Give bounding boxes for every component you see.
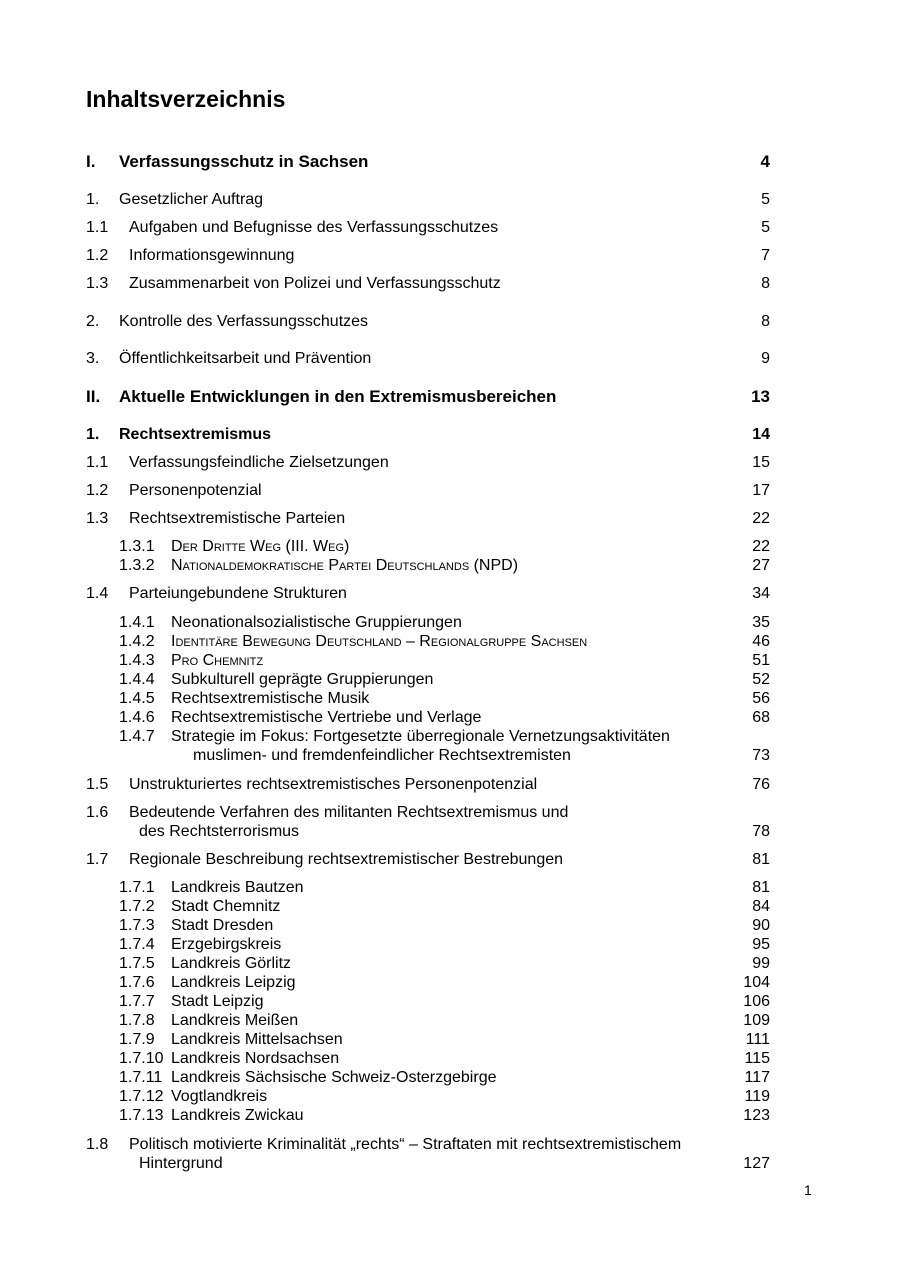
toc-number: 1.7.7 (119, 993, 155, 1010)
toc-number: 1.7.12 (119, 1088, 164, 1105)
toc-number: 1.4.4 (119, 671, 155, 688)
toc-title: Vogtlandkreis (171, 1088, 268, 1105)
toc-page: 123 (743, 1107, 770, 1124)
toc-page: 81 (752, 879, 770, 896)
toc-page: 127 (743, 1155, 770, 1172)
toc-page: 5 (761, 219, 770, 236)
toc-number: 1.7.11 (119, 1069, 163, 1086)
toc-page: 52 (752, 671, 770, 688)
toc-title: Rechtsextremistische Parteien (129, 510, 346, 527)
toc-number: 1.7 (86, 851, 109, 868)
toc-page: 5 (761, 191, 770, 208)
toc-page: 78 (752, 823, 770, 840)
toc-title: Landkreis Bautzen (171, 879, 304, 896)
toc-page: 99 (752, 955, 770, 972)
toc-page: 81 (752, 851, 770, 868)
toc-page: 111 (745, 1031, 770, 1048)
toc-page: 35 (752, 614, 770, 631)
toc-title: Strategie im Fokus: Fortgesetzte überregionale Vernetzungsaktivitäten (171, 728, 670, 745)
toc-title: Regionale Beschreibung rechtsextremistischer Bestrebungen (129, 851, 564, 868)
toc-title: Parteiungebundene Strukturen (129, 585, 347, 602)
toc-page: 95 (752, 936, 770, 953)
toc-title-continued: des Rechtsterrorismus (139, 823, 300, 840)
toc-title: Rechtsextremistische Musik (171, 690, 370, 707)
toc-title: Rechtsextremistische Vertriebe und Verlage (171, 709, 482, 726)
toc-title: Stadt Dresden (171, 917, 274, 934)
toc-page: 22 (752, 538, 770, 555)
toc-subentry[interactable] (86, 727, 770, 765)
toc-title: Politisch motivierte Kriminalität „rechts“ – Straftaten mit rechtsextremistischem (129, 1136, 682, 1153)
toc-title: Aufgaben und Befugnisse des Verfassungsschutzes (129, 219, 499, 236)
toc-page: 17 (752, 482, 770, 499)
toc-number: 1.7.8 (119, 1012, 155, 1029)
toc-title: Zusammenarbeit von Polizei und Verfassungsschutz (129, 275, 501, 292)
toc-title: Landkreis Meißen (171, 1012, 299, 1029)
toc-page: 84 (752, 898, 770, 915)
toc-page: 4 (760, 152, 770, 171)
toc-number: 1.4.3 (119, 652, 155, 669)
toc-number: 1.7.10 (119, 1050, 164, 1067)
page-number: 1 (804, 1182, 812, 1198)
toc-page: 76 (752, 776, 770, 793)
page-title: Inhaltsverzeichnis (86, 86, 286, 112)
toc-number: 1.2 (86, 247, 109, 264)
toc-number: 1.8 (86, 1136, 109, 1153)
toc-title: Landkreis Mittelsachsen (171, 1031, 343, 1048)
toc-title: Informationsgewinnung (129, 247, 295, 264)
toc-number: 1.7.3 (119, 917, 155, 934)
toc-title: Subkulturell geprägte Gruppierungen (171, 671, 434, 688)
toc-page: 7 (761, 247, 770, 264)
toc-number: 1.4.2 (119, 633, 155, 650)
toc-page: 8 (761, 313, 770, 330)
toc-page: 22 (752, 510, 770, 527)
toc-page: 13 (751, 387, 770, 406)
toc-page: 119 (744, 1088, 770, 1105)
toc-page: 15 (752, 454, 770, 471)
toc-title: Landkreis Zwickau (171, 1107, 304, 1124)
toc-title: Landkreis Leipzig (171, 974, 296, 991)
toc-title: Nationaldemokratische Partei Deutschlands (NPD) (171, 557, 519, 574)
toc-title: Bedeutende Verfahren des militanten Rechtsextremismus und (129, 804, 569, 821)
toc-title: Aktuelle Entwicklungen in den Extremismusbereichen (119, 387, 557, 406)
toc-title: Personenpotenzial (129, 482, 262, 499)
toc-title: Pro Chemnitz (171, 652, 264, 669)
toc-page: 8 (761, 275, 770, 292)
toc-title: Identitäre Bewegung Deutschland – Regionalgruppe Sachsen (171, 633, 588, 650)
toc-title: Öffentlichkeitsarbeit und Prävention (119, 350, 372, 367)
toc-title: Stadt Leipzig (171, 993, 264, 1010)
toc-number: 1.6 (86, 804, 109, 821)
toc-number: 1.7.13 (119, 1107, 164, 1124)
toc-page: 106 (743, 993, 770, 1010)
toc-entry[interactable] (86, 1135, 770, 1173)
toc-entry[interactable] (86, 803, 770, 841)
toc-number: 1.7.9 (119, 1031, 155, 1048)
toc-number: 1. (86, 191, 100, 208)
toc-page: 68 (752, 709, 770, 726)
toc-number: 1.4.7 (119, 728, 155, 745)
toc-number: 1.3 (86, 510, 109, 527)
toc-number: 1.7.2 (119, 898, 155, 915)
toc-page: 9 (761, 350, 770, 367)
toc-number: 1.4.5 (119, 690, 155, 707)
toc-title-continued: Hintergrund (139, 1155, 223, 1172)
toc-number: 1.7.6 (119, 974, 155, 991)
toc-number: 2. (86, 313, 100, 330)
toc-page: 51 (752, 652, 770, 669)
toc-page: 90 (752, 917, 770, 934)
toc-number: 1.4.1 (119, 614, 155, 631)
toc-number: I. (86, 152, 96, 171)
toc-title: Gesetzlicher Auftrag (119, 191, 264, 208)
toc-number: 1.7.5 (119, 955, 155, 972)
toc-page: 34 (752, 585, 770, 602)
toc-number: 1.2 (86, 482, 109, 499)
toc-number: 1.3.1 (119, 538, 155, 555)
toc-page: 27 (752, 557, 770, 574)
toc-number: 1.1 (86, 454, 109, 471)
toc-title: Verfassungsfeindliche Zielsetzungen (129, 454, 389, 471)
toc-page: 104 (743, 974, 770, 991)
toc-number: 1.3.2 (119, 557, 155, 574)
toc-number: 1.5 (86, 776, 109, 793)
toc-page: 73 (752, 747, 770, 764)
toc-title: Rechtsextremismus (119, 426, 272, 443)
toc-title: Landkreis Görlitz (171, 955, 292, 972)
toc-title-continued: muslimen- und fremdenfeindlicher Rechtsextremisten (193, 747, 571, 764)
toc-number: 1.7.1 (119, 879, 155, 896)
toc-number: 1. (86, 426, 100, 443)
toc-title: Kontrolle des Verfassungsschutzes (119, 313, 369, 330)
toc-title: Der Dritte Weg (III. Weg) (171, 538, 350, 555)
toc-title: Neonationalsozialistische Gruppierungen (171, 614, 462, 631)
toc-page: 14 (752, 426, 770, 443)
toc-number: II. (86, 387, 101, 406)
toc-number: 1.7.4 (119, 936, 155, 953)
toc-number: 1.4.6 (119, 709, 155, 726)
toc-page: 56 (752, 690, 770, 707)
toc-title: Landkreis Nordsachsen (171, 1050, 340, 1067)
toc-title: Stadt Chemnitz (171, 898, 281, 915)
toc-page: 109 (743, 1012, 770, 1029)
toc-page: 117 (744, 1069, 770, 1086)
toc-page: 46 (752, 633, 770, 650)
toc-number: 1.4 (86, 585, 109, 602)
toc-number: 1.1 (86, 219, 109, 236)
toc-title: Verfassungsschutz in Sachsen (119, 152, 369, 171)
toc-page: 115 (744, 1050, 770, 1067)
toc-title: Erzgebirgskreis (171, 936, 282, 953)
toc-number: 3. (86, 350, 100, 367)
toc-number: 1.3 (86, 275, 109, 292)
toc-title: Unstrukturiertes rechtsextremistisches Personenpotenzial (129, 776, 538, 793)
toc-title: Landkreis Sächsische Schweiz-Osterzgebirge (171, 1069, 497, 1086)
